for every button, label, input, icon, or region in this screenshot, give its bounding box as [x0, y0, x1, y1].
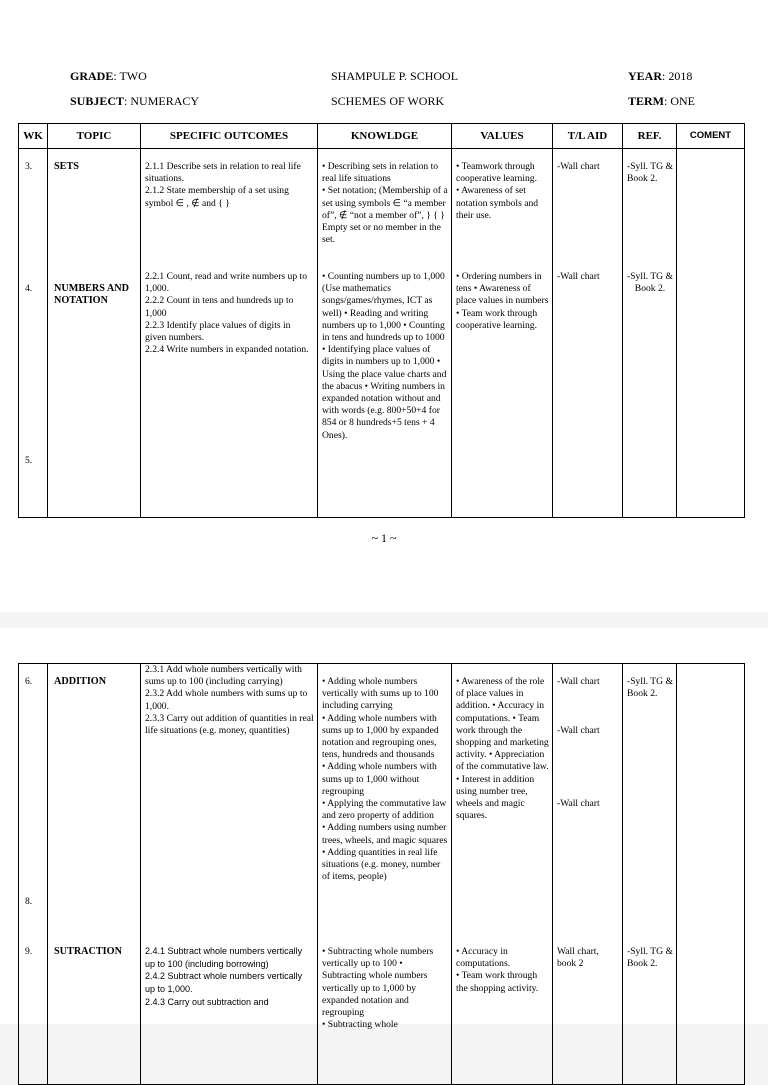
topic-addition: ADDITION [54, 676, 107, 687]
ref-text: -Syll. TG & Book 2. [627, 161, 673, 185]
col-topic: TOPIC [48, 124, 141, 149]
col-tl-aid: T/L AID [553, 124, 623, 149]
knowledge-text: • Adding whole numbers vertically with sums up to 100 including carrying • Adding whole numbers with sums up to 1,000 by expanded notation and regrouping ones, tens, hundreds and thousands • Adding whole numbers with sums up to 1,000 without regrouping • Applying the commutative law and zero property of addition • Adding numbers using number trees, wheels, and magic squares • Adding quantities in real life situations (e.g. money, number of items, people) [322, 676, 448, 883]
school-name: SHAMPULE P. SCHOOL [331, 69, 459, 83]
values-text: • Awareness of the role of place values in addition. • Accuracy in computations. • Team work through the shopping and marketing activity. • Appreciation of the commutative law. • Interest in addition using number tree, wheels and magic squares. [456, 676, 549, 822]
col-coment: COMENT [677, 124, 745, 149]
ref-text: -Syll. TG & Book 2. [627, 676, 673, 700]
comment-cell [677, 149, 745, 518]
table-row [19, 149, 745, 518]
week-number: 6. [25, 676, 33, 687]
col-specific-outcomes: SPECIFIC OUTCOMES [141, 124, 318, 149]
tl-aid-text: -Wall chart [557, 725, 600, 736]
knowledge-text: • Subtracting whole numbers vertically up to 100 • Subtracting whole numbers vertically up to 1,000 by expanded notation and regrouping • Subtracting whole [322, 946, 434, 1031]
values-text: • Accuracy in computations. • Team work through the shopping activity. [456, 946, 539, 994]
subject-line: SUBJECT: NUMERACY [70, 94, 200, 108]
schemes-table-page1 [18, 123, 745, 518]
outcomes-text: 2.2.1 Count, read and write numbers up to 1,000. 2.2.2 Count in tens and hundreds up to 1,000 2.2.3 Identify place values of digits in given numbers. 2.2.4 Write numbers in expanded notation. [145, 271, 309, 356]
values-text: • Teamwork through cooperative learning. • Awareness of set notation symbols and their use. [456, 161, 539, 221]
outcomes-text: 2.1.1 Describe sets in relation to real life situations. 2.1.2 State membership of a set using symbol ∈ , ∉ and { } [145, 161, 301, 209]
page-two [0, 628, 768, 1031]
tl-aid-text: -Wall chart [557, 676, 600, 687]
tl-aid-text: Wall chart, book 2 [557, 946, 599, 970]
topic-subtraction: SUTRACTION [54, 946, 122, 957]
col-ref: REF. [623, 124, 677, 149]
tl-aid-text: -Wall chart [557, 271, 600, 282]
col-values: VALUES [452, 124, 553, 149]
values-text: • Ordering numbers in tens • Awareness of place values in numbers • Team work through cooperative learning. [456, 271, 549, 331]
outcomes-text: 2.3.1 Add whole numbers vertically with sums up to 100 (including carrying) 2.3.2 Add whole numbers with sums up to 1,000. 2.3.3 Carry out addition of quantities in real life situations (e.g. money, quantities) [145, 664, 314, 737]
col-knowledge: KNOWLDGE [318, 124, 452, 149]
week-number: 3. [25, 161, 33, 172]
page-number: ~ 1 ~ [371, 531, 397, 545]
term-line: TERM: ONE [628, 94, 695, 108]
week-number: 5. [25, 455, 33, 466]
knowledge-text: • Counting numbers up to 1,000 (Use mathematics songs/games/rhymes, ICT as well) • Reading and writing numbers up to 1,000 • Counting in tens and hundreds up to 1000 • Identifying place values of digits in numbers up to 1,000 • Using the place value charts and the abacus • Writing numbers in expanded notation without and with words (e.g. 800+50+4 for 854 or 8 hundreds+5 tens + 4 Ones). [322, 271, 447, 441]
topic-sets: SETS [54, 161, 79, 172]
tl-aid-text: -Wall chart [557, 798, 600, 809]
week-number: 4. [25, 283, 33, 294]
topic-numbers-notation: NUMBERS AND NOTATION [54, 283, 129, 307]
col-wk: WK [19, 124, 48, 149]
comment-cell [677, 664, 745, 1085]
table-row [19, 664, 745, 1085]
schemes-table-page2 [18, 663, 745, 1085]
grade-line: GRADE: TWO [70, 69, 147, 83]
document-title: SCHEMES OF WORK [331, 94, 445, 108]
ref-text: -Syll. TG & Book 2. [627, 271, 673, 295]
year-line: YEAR: 2018 [628, 69, 693, 83]
ref-text: -Syll. TG & Book 2. [627, 946, 673, 970]
tl-aid-text: -Wall chart [557, 161, 600, 172]
outcomes-text: 2.4.1 Subtract whole numbers vertically up to 100 (including borrowing) 2.4.2 Subtract whole numbers vertically up to 1,000. 2.4.3 Carry out subtraction and [145, 946, 303, 1007]
week-number: 9. [25, 946, 33, 957]
week-number: 8. [25, 896, 33, 907]
header-row [19, 124, 745, 149]
knowledge-text: • Describing sets in relation to real life situations • Set notation; (Membership of a set using symbols ∈ “a member of”, ∉ “not a member of”, } { } Empty set or no member in the set. [322, 161, 448, 246]
